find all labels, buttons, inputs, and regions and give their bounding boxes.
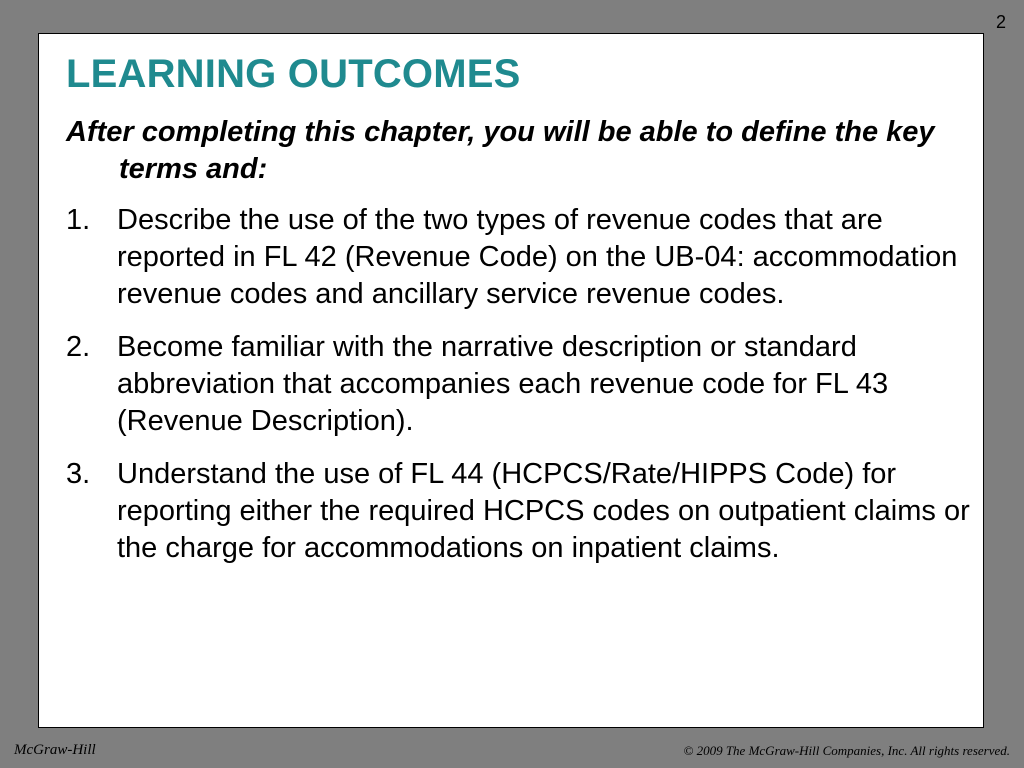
slide-title: LEARNING OUTCOMES	[66, 52, 521, 96]
page-number: 2	[995, 12, 1006, 32]
outcome-text: Understand the use of FL 44 (HCPCS/Rate/HIPPS Code) for reporting either the required HCPCS codes on outpatient claims or the charge for accommodations on inpatient claims.	[117, 458, 970, 564]
outcome-number: 1.	[66, 204, 91, 236]
outcome-number: 2.	[66, 331, 91, 363]
outcome-text: Become familiar with the narrative description or standard abbreviation that accompanies each revenue code for FL 43 (Revenue Description).	[117, 331, 889, 437]
intro-text: After completing this chapter, you will be able to define the key terms and:	[66, 116, 935, 185]
outcome-text: Describe the use of the two types of revenue codes that are reported in FL 42 (Revenue Code) on the UB-04: accommodation revenue codes and ancillary service revenue codes.	[117, 204, 958, 310]
outcome-item-1	[66, 202, 976, 313]
publisher-name: McGraw-Hill	[14, 742, 96, 758]
slide-panel	[38, 33, 984, 728]
learning-outcomes-list	[66, 202, 976, 567]
copyright-notice: © 2009 The McGraw-Hill Companies, Inc. All rights reserved.	[683, 743, 1010, 758]
outcome-number: 3.	[66, 458, 91, 490]
outcome-item-2	[66, 329, 976, 440]
outcome-item-3	[66, 456, 976, 567]
